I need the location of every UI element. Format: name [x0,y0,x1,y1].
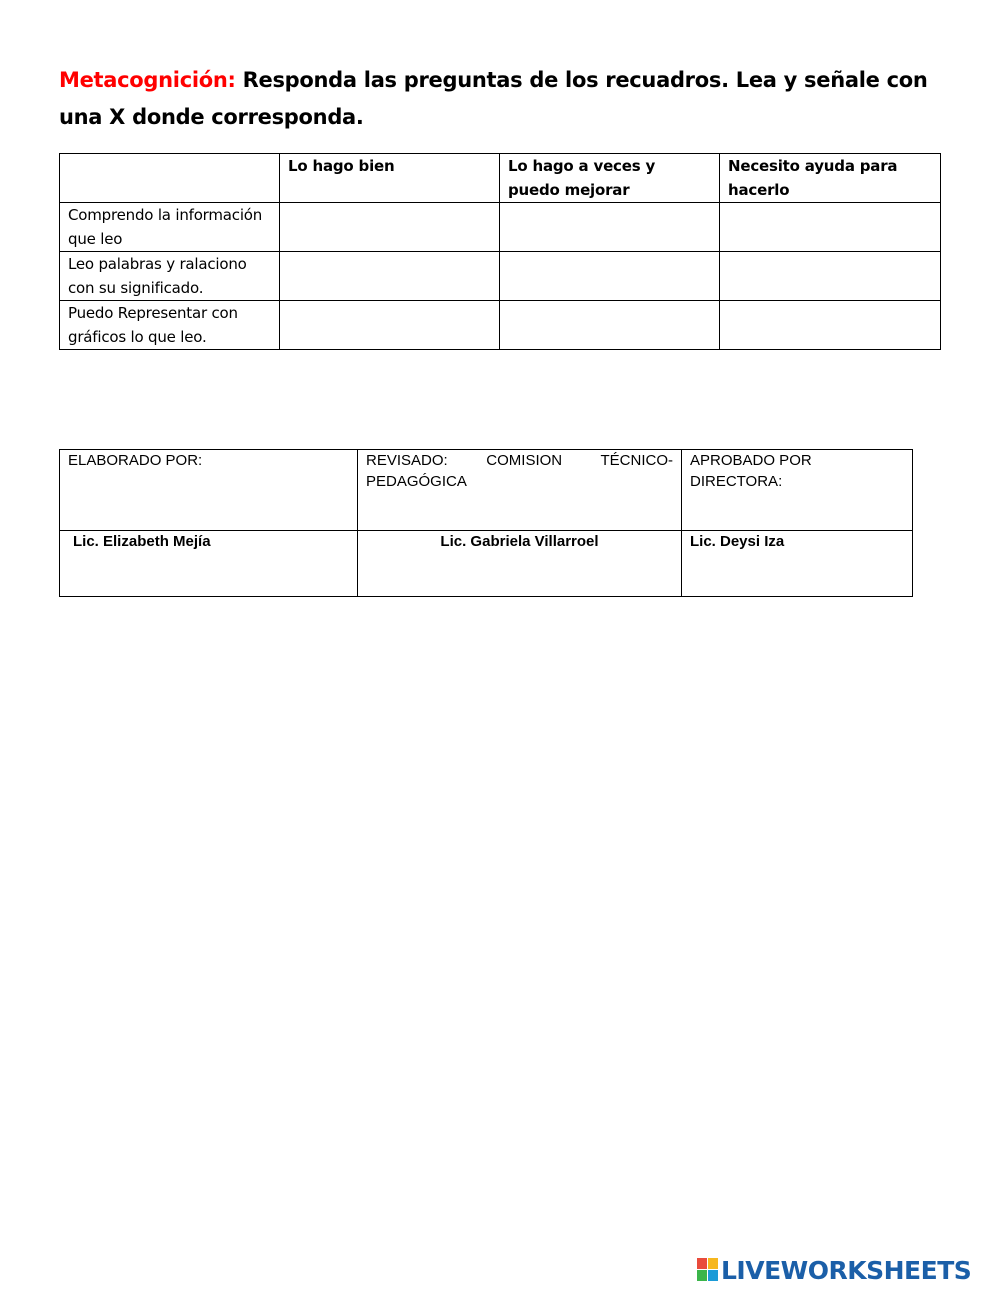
answer-cell[interactable] [280,252,500,301]
header-cell: Lo hago a veces y puedo mejorar [500,154,720,203]
table-row [60,203,941,252]
heading-label: Metacognición: [59,68,236,92]
role-elaborado: ELABORADO POR: [60,450,358,531]
table-row [60,252,941,301]
answer-cell[interactable] [280,301,500,350]
signature-table [59,449,913,597]
metacognition-table [59,153,941,350]
name-revisado: Lic. Gabriela Villarroel [358,531,682,597]
statement-cell: Leo palabras y ralaciono con su significado. [60,252,280,301]
table-header-row [60,154,941,203]
header-cell: Lo hago bien [280,154,500,203]
heading-instructions: Responda las preguntas de los recuadros. Lea y señale con una X donde corresponda. [59,68,928,129]
role-revisado [358,450,682,531]
instructions-heading [59,62,949,136]
header-cell: Necesito ayuda para hacerlo [720,154,941,203]
name-elaborado: Lic. Elizabeth Mejía [60,531,358,597]
names-row [60,531,913,597]
liveworksheets-logo-icon [697,1258,719,1282]
statement-cell: Comprendo la información que leo [60,203,280,252]
answer-cell[interactable] [720,203,941,252]
liveworksheets-watermark [697,1255,971,1285]
answer-cell[interactable] [500,252,720,301]
watermark-text: LIVEWORKSHEETS [721,1255,972,1285]
answer-cell[interactable] [500,301,720,350]
answer-cell[interactable] [720,301,941,350]
answer-cell[interactable] [280,203,500,252]
header-cell-empty [60,154,280,203]
roles-row [60,450,913,531]
role-revisado-line2: PEDAGÓGICA [366,473,467,490]
name-aprobado: Lic. Deysi Iza [682,531,913,597]
statement-cell: Puedo Representar con gráficos lo que leo. [60,301,280,350]
role-revisado-line1: REVISADO: COMISION TÉCNICO- [366,452,673,469]
table-row [60,301,941,350]
answer-cell[interactable] [500,203,720,252]
role-aprobado: APROBADO POR DIRECTORA: [682,450,913,531]
answer-cell[interactable] [720,252,941,301]
